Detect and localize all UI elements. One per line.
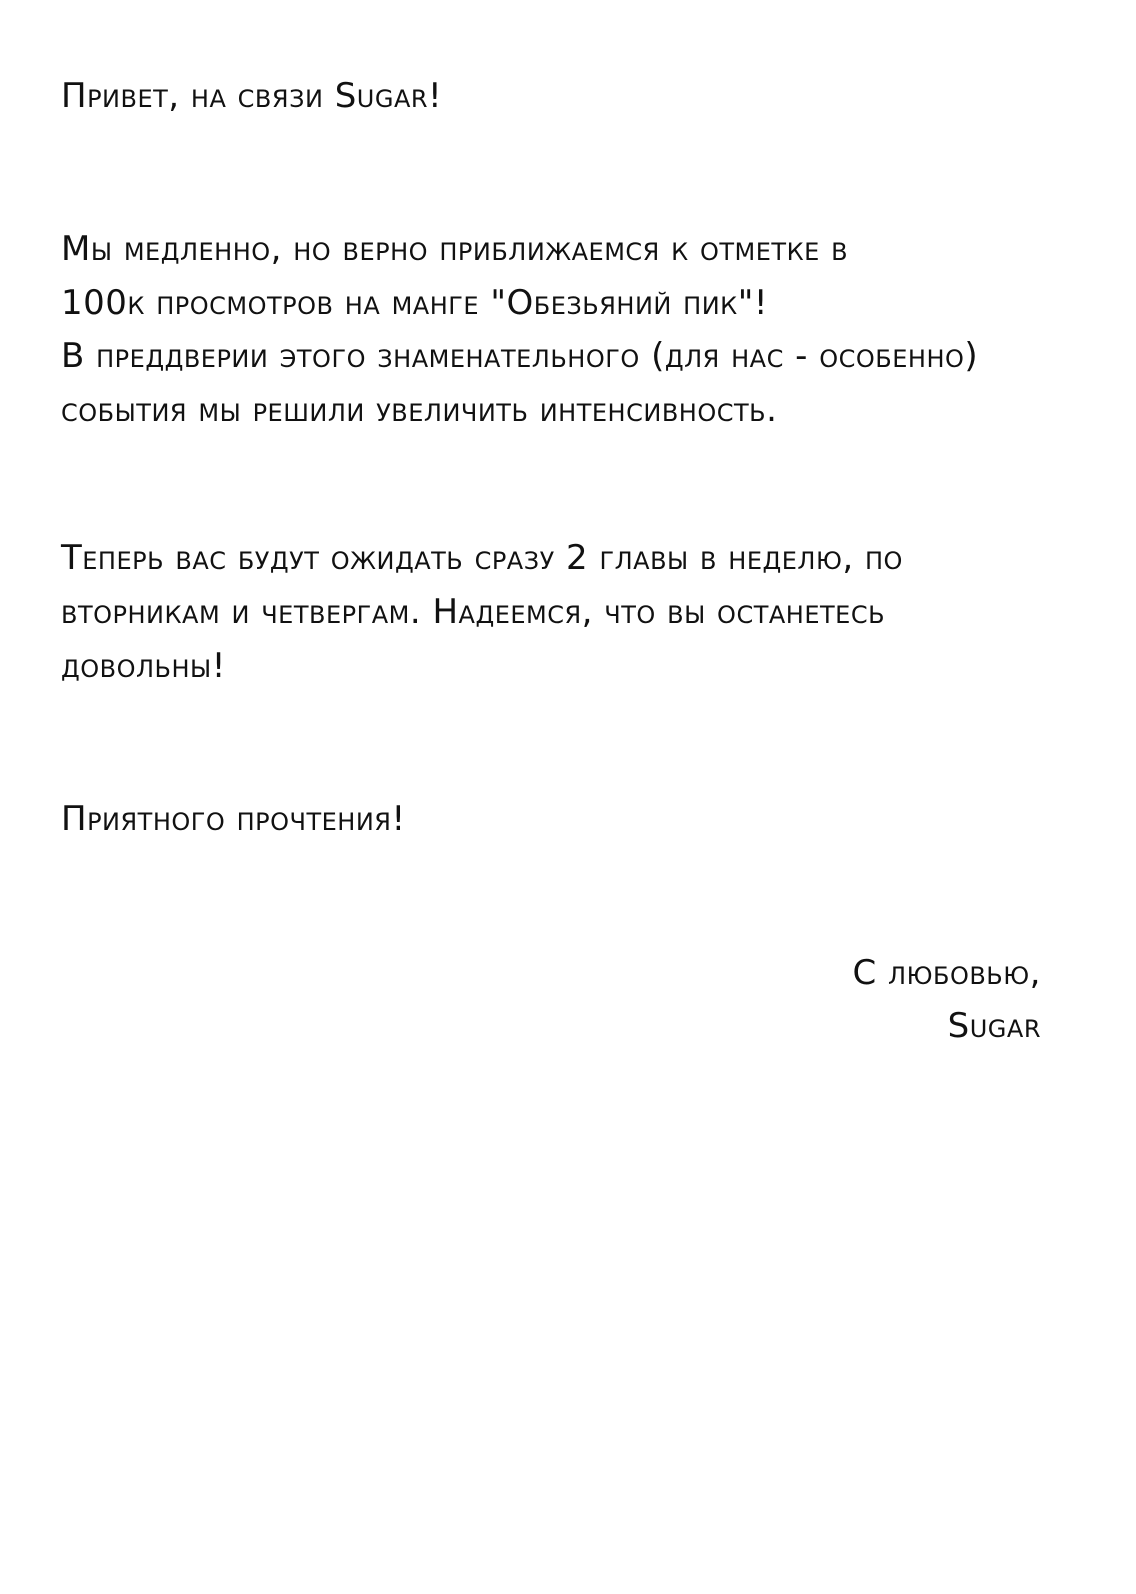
paragraph-line: Теперь вас будут ожидать сразу 2 главы в неделю, по	[61, 538, 903, 578]
signature-name: Sugar	[947, 1006, 1041, 1046]
paragraph-line: Мы медленно, но верно приближаемся к отметке в	[61, 229, 849, 269]
signature-salutation: С любовью,	[852, 953, 1041, 993]
paragraph-line: В преддверии этого знаменательного (для нас - особенно)	[61, 336, 979, 376]
paragraph-line: события мы решили увеличить интенсивность.	[61, 390, 778, 430]
paragraph-line: довольны!	[61, 646, 226, 686]
paragraph-line: вторникам и четвергам. Надеемся, что вы останетесь	[61, 592, 886, 632]
greeting-text: Привет, на связи Sugar!	[61, 76, 443, 116]
closing-text: Приятного прочтения!	[61, 799, 406, 839]
paragraph-line: 100к просмотров на манге "Обезьяний пик"!	[61, 283, 768, 323]
